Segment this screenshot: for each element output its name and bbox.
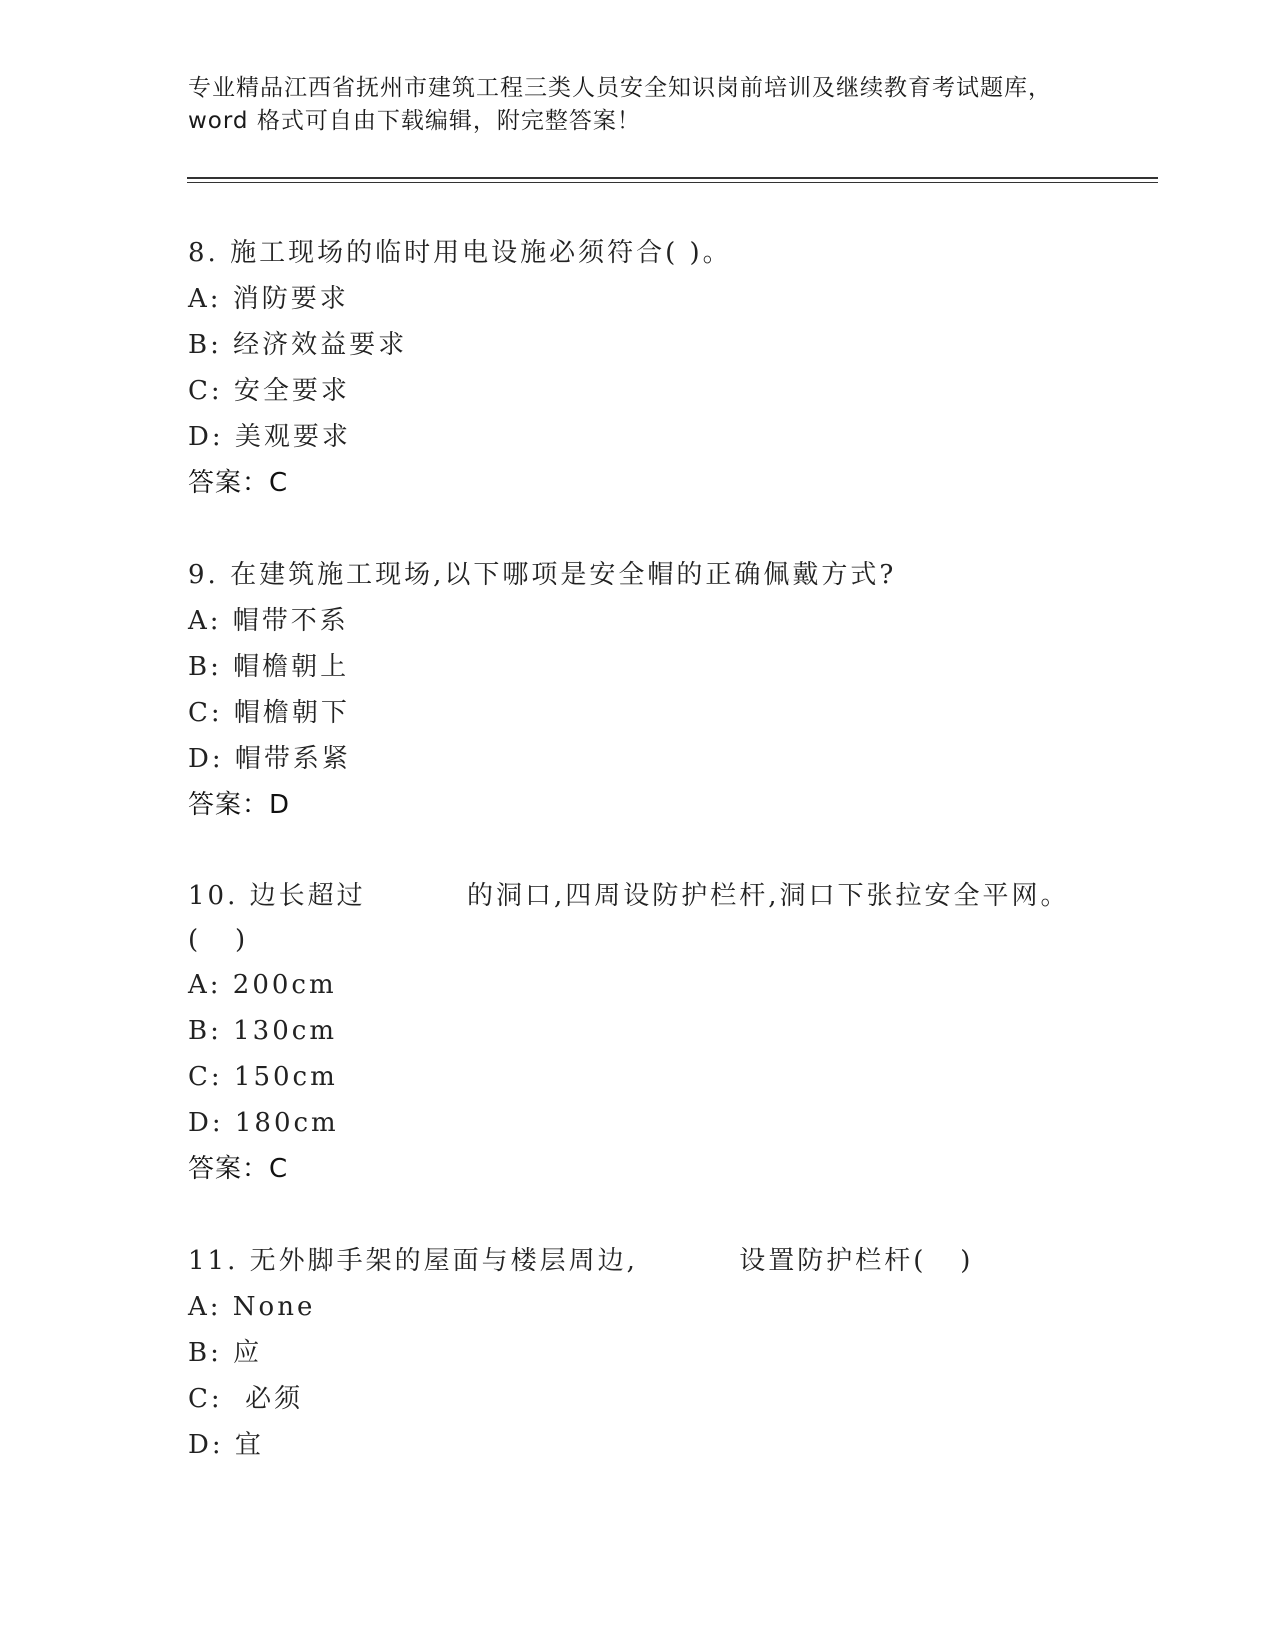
question-stem: 9. 在建筑施工现场,以下哪项是安全帽的正确佩戴方式? xyxy=(188,560,897,590)
option-a: A: 帽带不系 xyxy=(188,606,349,636)
document-header xyxy=(188,72,1088,138)
option-d: D: 宜 xyxy=(188,1430,264,1460)
option-a: A: None xyxy=(188,1292,316,1322)
option-b: B: 应 xyxy=(188,1338,263,1368)
option-d: D: 帽带系紧 xyxy=(188,744,351,774)
option-d: D: 180cm xyxy=(188,1108,339,1138)
question-stem: 8. 施工现场的临时用电设施必须符合( )。 xyxy=(188,238,732,268)
question-8 xyxy=(188,230,1148,506)
question-stem-continued: ( ) xyxy=(188,925,249,955)
header-line-2: word 格式可自由下载编辑，附完整答案！ xyxy=(188,108,641,134)
answer: 答案：C xyxy=(188,1154,289,1184)
option-c: C: 帽檐朝下 xyxy=(188,698,350,728)
option-d: D: 美观要求 xyxy=(188,422,351,452)
option-b: B: 帽檐朝上 xyxy=(188,652,350,682)
option-b: B: 130cm xyxy=(188,1016,337,1046)
question-11 xyxy=(188,1238,1148,1468)
question-list xyxy=(188,230,1148,1514)
question-stem: 10. 边长超过 的洞口,四周设防护栏杆,洞口下张拉安全平网。 xyxy=(188,881,1070,911)
question-9 xyxy=(188,552,1148,828)
answer: 答案：C xyxy=(188,468,289,498)
option-c: C: 必须 xyxy=(188,1384,304,1414)
header-divider xyxy=(187,177,1158,183)
option-a: A: 消防要求 xyxy=(188,284,349,314)
question-stem: 11. 无外脚手架的屋面与楼层周边, 设置防护栏杆( ) xyxy=(188,1246,974,1276)
answer: 答案：D xyxy=(188,790,291,820)
option-c: C: 150cm xyxy=(188,1062,338,1092)
question-10 xyxy=(188,874,1148,1192)
header-line-1: 专业精品江西省抚州市建筑工程三类人员安全知识岗前培训及继续教育考试题库， xyxy=(188,75,1052,101)
option-a: A: 200cm xyxy=(188,970,337,1000)
option-b: B: 经济效益要求 xyxy=(188,330,408,360)
option-c: C: 安全要求 xyxy=(188,376,350,406)
